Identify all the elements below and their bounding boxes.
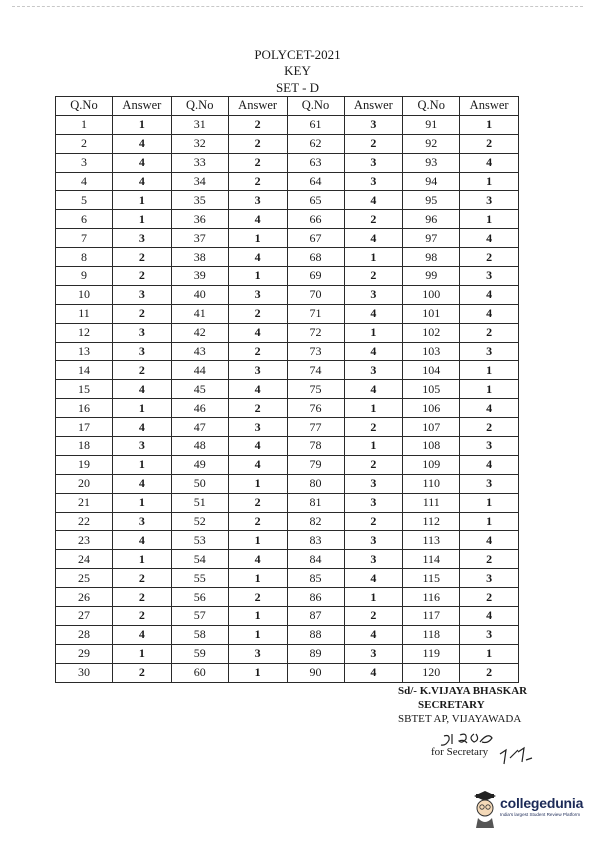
answer-cell: 2 <box>460 550 519 569</box>
question-number-cell: 4 <box>56 172 113 191</box>
table-row <box>56 399 519 418</box>
column-header-qno: Q.No <box>171 97 228 116</box>
question-number-cell: 97 <box>403 229 460 248</box>
answer-cell: 4 <box>460 607 519 626</box>
answer-cell: 3 <box>460 474 519 493</box>
answer-cell: 2 <box>113 267 172 286</box>
question-number-cell: 69 <box>287 267 344 286</box>
question-number-cell: 56 <box>171 588 228 607</box>
answer-cell: 4 <box>460 304 519 323</box>
question-number-cell: 84 <box>287 550 344 569</box>
answer-cell: 3 <box>344 550 403 569</box>
answer-cell: 2 <box>460 323 519 342</box>
question-number-cell: 95 <box>403 191 460 210</box>
answer-cell: 2 <box>228 512 287 531</box>
signatory-title: SECRETARY <box>418 699 485 711</box>
answer-cell: 4 <box>113 153 172 172</box>
table-row <box>56 493 519 512</box>
answer-cell: 4 <box>228 380 287 399</box>
question-number-cell: 105 <box>403 380 460 399</box>
table-row <box>56 607 519 626</box>
question-number-cell: 100 <box>403 285 460 304</box>
question-number-cell: 107 <box>403 418 460 437</box>
answer-cell: 2 <box>113 304 172 323</box>
question-number-cell: 46 <box>171 399 228 418</box>
answer-cell: 4 <box>113 134 172 153</box>
question-number-cell: 88 <box>287 625 344 644</box>
answer-cell: 1 <box>113 210 172 229</box>
question-number-cell: 72 <box>287 323 344 342</box>
question-number-cell: 49 <box>171 455 228 474</box>
question-number-cell: 54 <box>171 550 228 569</box>
table-row <box>56 342 519 361</box>
answer-cell: 4 <box>460 229 519 248</box>
question-number-cell: 62 <box>287 134 344 153</box>
answer-cell: 4 <box>344 569 403 588</box>
question-number-cell: 120 <box>403 663 460 682</box>
table-row <box>56 210 519 229</box>
question-number-cell: 18 <box>56 437 113 456</box>
table-row <box>56 512 519 531</box>
answer-cell: 4 <box>344 191 403 210</box>
column-header-qno: Q.No <box>56 97 113 116</box>
answer-cell: 1 <box>113 399 172 418</box>
question-number-cell: 61 <box>287 115 344 134</box>
answer-cell: 2 <box>460 134 519 153</box>
answer-cell: 1 <box>228 229 287 248</box>
question-number-cell: 17 <box>56 418 113 437</box>
answer-cell: 4 <box>228 248 287 267</box>
answer-cell: 1 <box>228 607 287 626</box>
answer-cell: 1 <box>460 644 519 663</box>
question-number-cell: 8 <box>56 248 113 267</box>
table-row <box>56 229 519 248</box>
question-number-cell: 116 <box>403 588 460 607</box>
answer-cell: 2 <box>344 607 403 626</box>
answer-cell: 4 <box>113 418 172 437</box>
answer-cell: 2 <box>344 267 403 286</box>
signatory-office: SBTET AP, VIJAYAWADA <box>398 713 522 725</box>
answer-cell: 4 <box>344 663 403 682</box>
answer-cell: 4 <box>344 380 403 399</box>
answer-cell: 1 <box>113 115 172 134</box>
answer-cell: 2 <box>228 342 287 361</box>
brand-name: collegedunia <box>500 795 584 811</box>
question-number-cell: 33 <box>171 153 228 172</box>
answer-cell: 2 <box>344 210 403 229</box>
question-number-cell: 28 <box>56 625 113 644</box>
question-number-cell: 82 <box>287 512 344 531</box>
question-number-cell: 40 <box>171 285 228 304</box>
answer-cell: 1 <box>344 437 403 456</box>
question-number-cell: 39 <box>171 267 228 286</box>
question-number-cell: 92 <box>403 134 460 153</box>
answer-cell: 3 <box>228 418 287 437</box>
answer-cell: 1 <box>113 644 172 663</box>
answer-cell: 2 <box>228 172 287 191</box>
question-number-cell: 15 <box>56 380 113 399</box>
answer-cell: 4 <box>344 342 403 361</box>
table-row <box>56 550 519 569</box>
table-row <box>56 361 519 380</box>
question-number-cell: 11 <box>56 304 113 323</box>
question-number-cell: 20 <box>56 474 113 493</box>
answer-cell: 2 <box>344 455 403 474</box>
answer-key-table <box>55 96 519 683</box>
question-number-cell: 27 <box>56 607 113 626</box>
question-number-cell: 77 <box>287 418 344 437</box>
answer-cell: 1 <box>460 172 519 191</box>
answer-cell: 2 <box>113 607 172 626</box>
answer-cell: 3 <box>113 285 172 304</box>
question-number-cell: 58 <box>171 625 228 644</box>
table-row <box>56 418 519 437</box>
column-header-qno: Q.No <box>287 97 344 116</box>
question-number-cell: 44 <box>171 361 228 380</box>
question-number-cell: 117 <box>403 607 460 626</box>
answer-cell: 1 <box>344 323 403 342</box>
table-row <box>56 115 519 134</box>
answer-cell: 3 <box>344 361 403 380</box>
answer-cell: 2 <box>228 399 287 418</box>
question-number-cell: 10 <box>56 285 113 304</box>
question-number-cell: 64 <box>287 172 344 191</box>
question-number-cell: 70 <box>287 285 344 304</box>
question-number-cell: 110 <box>403 474 460 493</box>
answer-cell: 4 <box>460 285 519 304</box>
table-row <box>56 172 519 191</box>
question-number-cell: 90 <box>287 663 344 682</box>
answer-cell: 1 <box>228 625 287 644</box>
answer-cell: 2 <box>113 588 172 607</box>
question-number-cell: 89 <box>287 644 344 663</box>
answer-cell: 1 <box>113 493 172 512</box>
answer-cell: 1 <box>228 663 287 682</box>
question-number-cell: 14 <box>56 361 113 380</box>
table-row <box>56 437 519 456</box>
answer-cell: 3 <box>113 229 172 248</box>
question-number-cell: 87 <box>287 607 344 626</box>
question-number-cell: 111 <box>403 493 460 512</box>
question-number-cell: 114 <box>403 550 460 569</box>
table-row <box>56 663 519 682</box>
question-number-cell: 42 <box>171 323 228 342</box>
question-number-cell: 59 <box>171 644 228 663</box>
question-number-cell: 5 <box>56 191 113 210</box>
question-number-cell: 50 <box>171 474 228 493</box>
question-number-cell: 78 <box>287 437 344 456</box>
answer-cell: 3 <box>344 493 403 512</box>
answer-cell: 1 <box>113 550 172 569</box>
question-number-cell: 73 <box>287 342 344 361</box>
question-number-cell: 75 <box>287 380 344 399</box>
question-number-cell: 93 <box>403 153 460 172</box>
question-number-cell: 118 <box>403 625 460 644</box>
answer-cell: 1 <box>344 588 403 607</box>
question-number-cell: 55 <box>171 569 228 588</box>
exam-title: POLYCET-2021 <box>254 47 341 62</box>
question-number-cell: 35 <box>171 191 228 210</box>
table-header-row <box>56 97 519 116</box>
question-number-cell: 48 <box>171 437 228 456</box>
question-number-cell: 43 <box>171 342 228 361</box>
set-title: SET - D <box>275 80 320 95</box>
answer-cell: 2 <box>228 134 287 153</box>
answer-cell: 1 <box>460 361 519 380</box>
question-number-cell: 96 <box>403 210 460 229</box>
answer-cell: 1 <box>460 380 519 399</box>
question-number-cell: 13 <box>56 342 113 361</box>
question-number-cell: 63 <box>287 153 344 172</box>
question-number-cell: 34 <box>171 172 228 191</box>
question-number-cell: 19 <box>56 455 113 474</box>
question-number-cell: 41 <box>171 304 228 323</box>
answer-cell: 3 <box>228 644 287 663</box>
question-number-cell: 83 <box>287 531 344 550</box>
answer-cell: 4 <box>228 455 287 474</box>
answer-cell: 3 <box>460 437 519 456</box>
question-number-cell: 112 <box>403 512 460 531</box>
question-number-cell: 66 <box>287 210 344 229</box>
question-number-cell: 86 <box>287 588 344 607</box>
for-secretary-label: for Secretary <box>431 746 489 758</box>
answer-cell: 3 <box>113 323 172 342</box>
answer-cell: 2 <box>460 588 519 607</box>
table-row <box>56 625 519 644</box>
signatory-name: Sd/- K.VIJAYA BHASKAR <box>398 685 528 697</box>
table-body <box>56 115 519 682</box>
question-number-cell: 36 <box>171 210 228 229</box>
answer-cell: 1 <box>344 399 403 418</box>
answer-cell: 2 <box>460 663 519 682</box>
answer-cell: 3 <box>460 342 519 361</box>
answer-cell: 3 <box>460 267 519 286</box>
question-number-cell: 102 <box>403 323 460 342</box>
question-number-cell: 38 <box>171 248 228 267</box>
question-number-cell: 108 <box>403 437 460 456</box>
question-number-cell: 45 <box>171 380 228 399</box>
answer-cell: 3 <box>344 285 403 304</box>
answer-cell: 4 <box>113 380 172 399</box>
question-number-cell: 12 <box>56 323 113 342</box>
answer-cell: 2 <box>113 569 172 588</box>
answer-cell: 3 <box>344 153 403 172</box>
answer-cell: 3 <box>344 172 403 191</box>
answer-cell: 4 <box>113 625 172 644</box>
answer-cell: 1 <box>460 210 519 229</box>
answer-cell: 2 <box>228 304 287 323</box>
question-number-cell: 65 <box>287 191 344 210</box>
question-number-cell: 47 <box>171 418 228 437</box>
table-row <box>56 267 519 286</box>
question-number-cell: 52 <box>171 512 228 531</box>
answer-cell: 2 <box>228 115 287 134</box>
question-number-cell: 9 <box>56 267 113 286</box>
table-row <box>56 644 519 663</box>
question-number-cell: 16 <box>56 399 113 418</box>
answer-cell: 4 <box>228 550 287 569</box>
table-row <box>56 588 519 607</box>
question-number-cell: 119 <box>403 644 460 663</box>
answer-cell: 3 <box>344 644 403 663</box>
question-number-cell: 37 <box>171 229 228 248</box>
table-row <box>56 285 519 304</box>
question-number-cell: 22 <box>56 512 113 531</box>
answer-cell: 1 <box>460 512 519 531</box>
table-row <box>56 474 519 493</box>
answer-cell: 2 <box>460 248 519 267</box>
question-number-cell: 29 <box>56 644 113 663</box>
answer-cell: 3 <box>113 437 172 456</box>
question-number-cell: 81 <box>287 493 344 512</box>
answer-cell: 3 <box>228 191 287 210</box>
column-header-answer: Answer <box>344 97 403 116</box>
question-number-cell: 53 <box>171 531 228 550</box>
answer-cell: 3 <box>460 569 519 588</box>
question-number-cell: 106 <box>403 399 460 418</box>
answer-cell: 1 <box>344 248 403 267</box>
question-number-cell: 98 <box>403 248 460 267</box>
question-number-cell: 109 <box>403 455 460 474</box>
question-number-cell: 80 <box>287 474 344 493</box>
question-number-cell: 101 <box>403 304 460 323</box>
answer-cell: 3 <box>113 512 172 531</box>
answer-cell: 4 <box>228 323 287 342</box>
question-number-cell: 32 <box>171 134 228 153</box>
question-number-cell: 79 <box>287 455 344 474</box>
table-row <box>56 455 519 474</box>
question-number-cell: 71 <box>287 304 344 323</box>
question-number-cell: 26 <box>56 588 113 607</box>
question-number-cell: 30 <box>56 663 113 682</box>
answer-cell: 2 <box>228 588 287 607</box>
answer-cell: 4 <box>460 455 519 474</box>
question-number-cell: 113 <box>403 531 460 550</box>
answer-cell: 3 <box>344 531 403 550</box>
question-number-cell: 21 <box>56 493 113 512</box>
answer-cell: 4 <box>344 304 403 323</box>
table-row <box>56 323 519 342</box>
answer-cell: 3 <box>228 285 287 304</box>
column-header-qno: Q.No <box>403 97 460 116</box>
answer-cell: 3 <box>113 342 172 361</box>
question-number-cell: 104 <box>403 361 460 380</box>
table-row <box>56 134 519 153</box>
question-number-cell: 51 <box>171 493 228 512</box>
column-header-answer: Answer <box>460 97 519 116</box>
table-row <box>56 380 519 399</box>
answer-cell: 2 <box>344 512 403 531</box>
answer-cell: 2 <box>344 418 403 437</box>
answer-cell: 2 <box>113 248 172 267</box>
answer-cell: 2 <box>228 153 287 172</box>
question-number-cell: 103 <box>403 342 460 361</box>
table-row <box>56 569 519 588</box>
answer-cell: 4 <box>228 210 287 229</box>
answer-cell: 3 <box>460 625 519 644</box>
question-number-cell: 7 <box>56 229 113 248</box>
table-row <box>56 191 519 210</box>
question-number-cell: 60 <box>171 663 228 682</box>
answer-cell: 3 <box>460 191 519 210</box>
table-row <box>56 153 519 172</box>
answer-cell: 2 <box>228 493 287 512</box>
question-number-cell: 67 <box>287 229 344 248</box>
answer-cell: 3 <box>228 361 287 380</box>
answer-cell: 4 <box>113 172 172 191</box>
table-row <box>56 248 519 267</box>
question-number-cell: 3 <box>56 153 113 172</box>
answer-cell: 2 <box>113 361 172 380</box>
question-number-cell: 76 <box>287 399 344 418</box>
answer-cell: 3 <box>344 474 403 493</box>
table-row <box>56 531 519 550</box>
answer-cell: 4 <box>460 399 519 418</box>
question-number-cell: 85 <box>287 569 344 588</box>
answer-cell: 4 <box>113 474 172 493</box>
answer-cell: 2 <box>460 418 519 437</box>
column-header-answer: Answer <box>228 97 287 116</box>
answer-cell: 4 <box>228 437 287 456</box>
brand-tagline: India's largest Student Review Platform <box>500 812 581 817</box>
question-number-cell: 57 <box>171 607 228 626</box>
question-number-cell: 94 <box>403 172 460 191</box>
answer-cell: 1 <box>460 493 519 512</box>
question-number-cell: 115 <box>403 569 460 588</box>
key-title: KEY <box>284 63 311 78</box>
answer-cell: 3 <box>344 115 403 134</box>
question-number-cell: 68 <box>287 248 344 267</box>
question-number-cell: 2 <box>56 134 113 153</box>
answer-cell: 2 <box>113 663 172 682</box>
answer-cell: 1 <box>113 455 172 474</box>
answer-cell: 1 <box>228 531 287 550</box>
answer-cell: 1 <box>228 569 287 588</box>
question-number-cell: 23 <box>56 531 113 550</box>
table-row <box>56 304 519 323</box>
answer-cell: 1 <box>228 267 287 286</box>
answer-cell: 4 <box>460 531 519 550</box>
answer-cell: 4 <box>344 229 403 248</box>
question-number-cell: 31 <box>171 115 228 134</box>
answer-cell: 4 <box>460 153 519 172</box>
answer-cell: 4 <box>113 531 172 550</box>
question-number-cell: 1 <box>56 115 113 134</box>
top-border-line <box>12 6 583 7</box>
answer-cell: 2 <box>344 134 403 153</box>
question-number-cell: 6 <box>56 210 113 229</box>
question-number-cell: 91 <box>403 115 460 134</box>
answer-cell: 1 <box>460 115 519 134</box>
answer-cell: 1 <box>228 474 287 493</box>
column-header-answer: Answer <box>113 97 172 116</box>
answer-cell: 4 <box>344 625 403 644</box>
answer-cell: 1 <box>113 191 172 210</box>
question-number-cell: 74 <box>287 361 344 380</box>
question-number-cell: 25 <box>56 569 113 588</box>
question-number-cell: 24 <box>56 550 113 569</box>
question-number-cell: 99 <box>403 267 460 286</box>
